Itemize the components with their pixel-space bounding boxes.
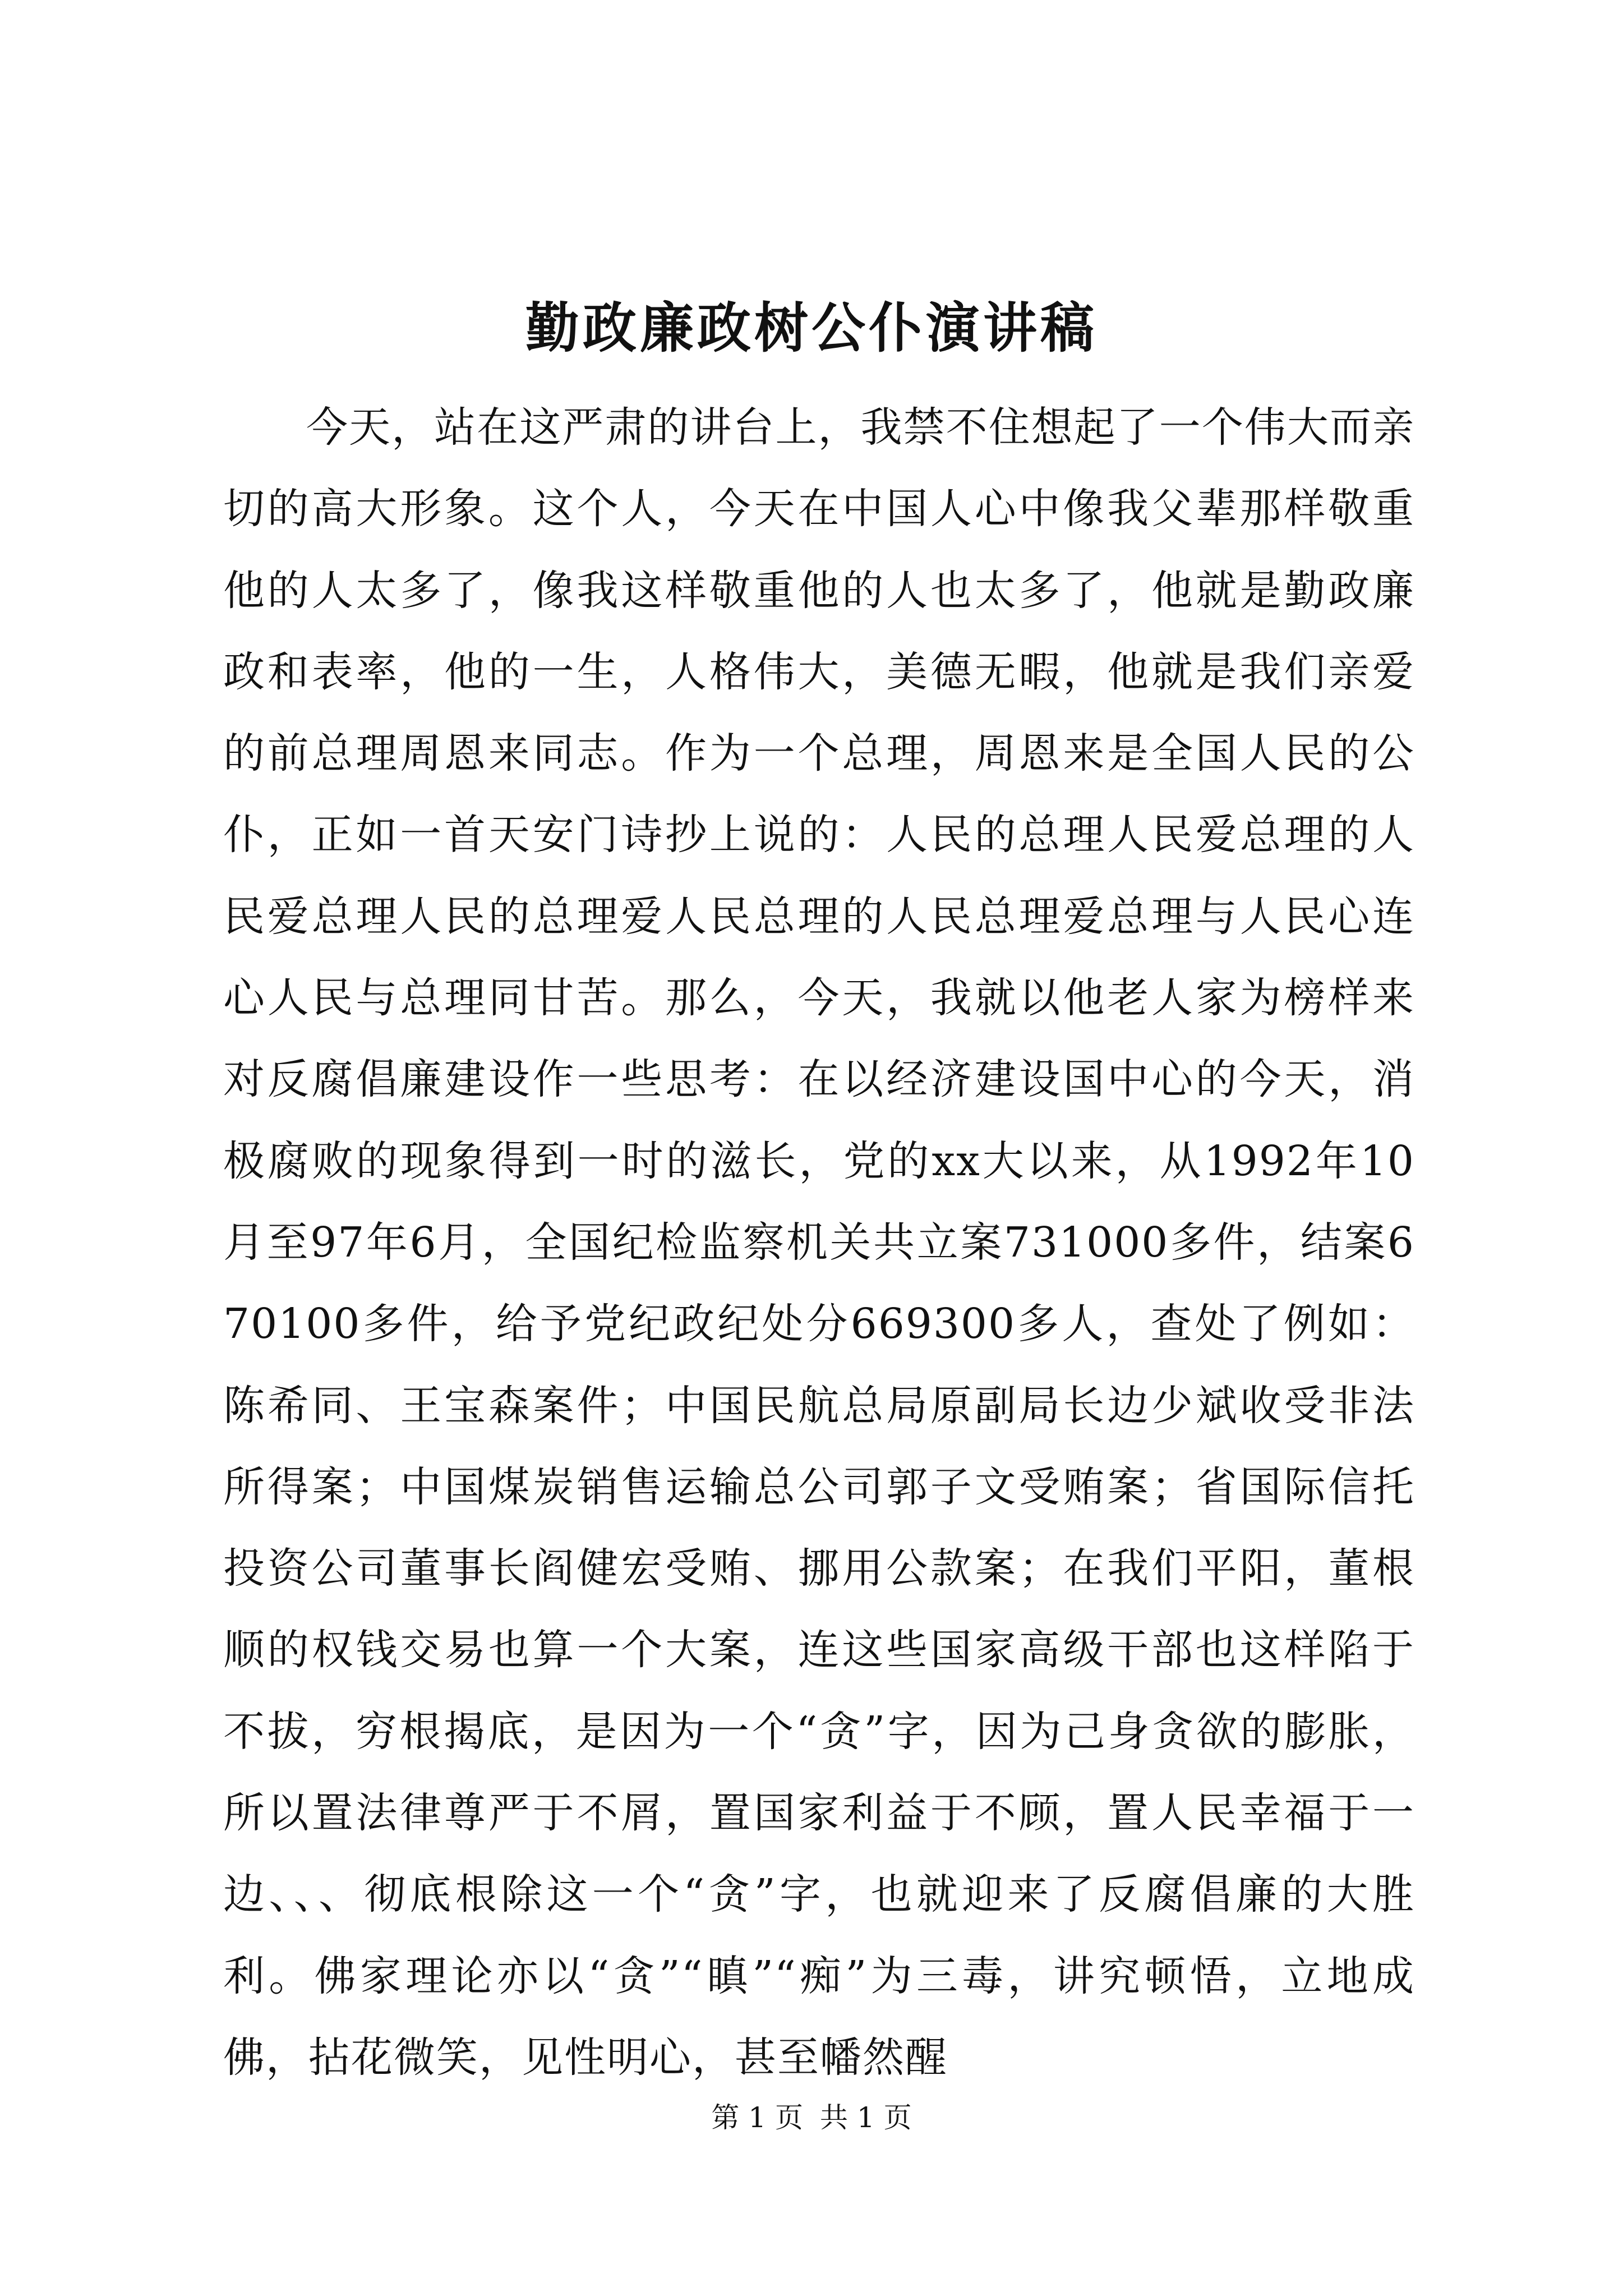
page-number: 第 1 页: [711, 2101, 803, 2134]
page-total: 共 1 页: [820, 2101, 912, 2134]
page-footer: [0, 2098, 1623, 2137]
body-paragraph: 今天，站在这严肃的讲台上，我禁不住想起了一个伟大而亲切的高大形象。这个人，今天在中国人心中像我父辈那样敬重他的人太多了，像我这样敬重他的人也太多了，他就是勤政廉政和表率，他的一生，人格伟大，美德无暇，他就是我们亲爱的前总理周恩来同志。作为一个总理，周恩来是全国人民的公仆，正如一首天安门诗抄上说的：人民的总理人民爱总理的人民爱总理人民的总理爱人民总理的人民总理爱总理与人民心连心人民与总理同甘苦。那么，今天，我就以他老人家为榜样来对反腐倡廉建设作一些思考：在以经济建设国中心的今天，消极腐败的现象得到一时的滋长，党的xx大以来，从1992年10月至97年6月，全国纪检监察机关共立案731000多件，结案670100多件，给予党纪政纪处分669300多人，查处了例如：陈希同、王宝森案件；中国民航总局原副局长边少斌收受非法所得案；中国煤炭销售运输总公司郭子文受贿案；省国际信托投资公司董事长阎健宏受贿、挪用公款案；在我们平阳，董根顺的权钱交易也算一个大案，连这些国家高级干部也这样陷于不拔，穷根揭底，是因为一个“贪”字，因为己身贪欲的膨胀，所以置法律尊严于不屑，置国家利益于不顾，置人民幸福于一边、、、彻底根除这一个“贪”字，也就迎来了反腐倡廉的大胜利。佛家理论亦以“贪”“瞋”“痴”为三毒，讲究顿悟，立地成佛，拈花微笑，见性明心，甚至幡然醒: [223, 403, 1415, 2082]
document-title: 勤政廉政树公仆演讲稿: [525, 296, 1098, 360]
